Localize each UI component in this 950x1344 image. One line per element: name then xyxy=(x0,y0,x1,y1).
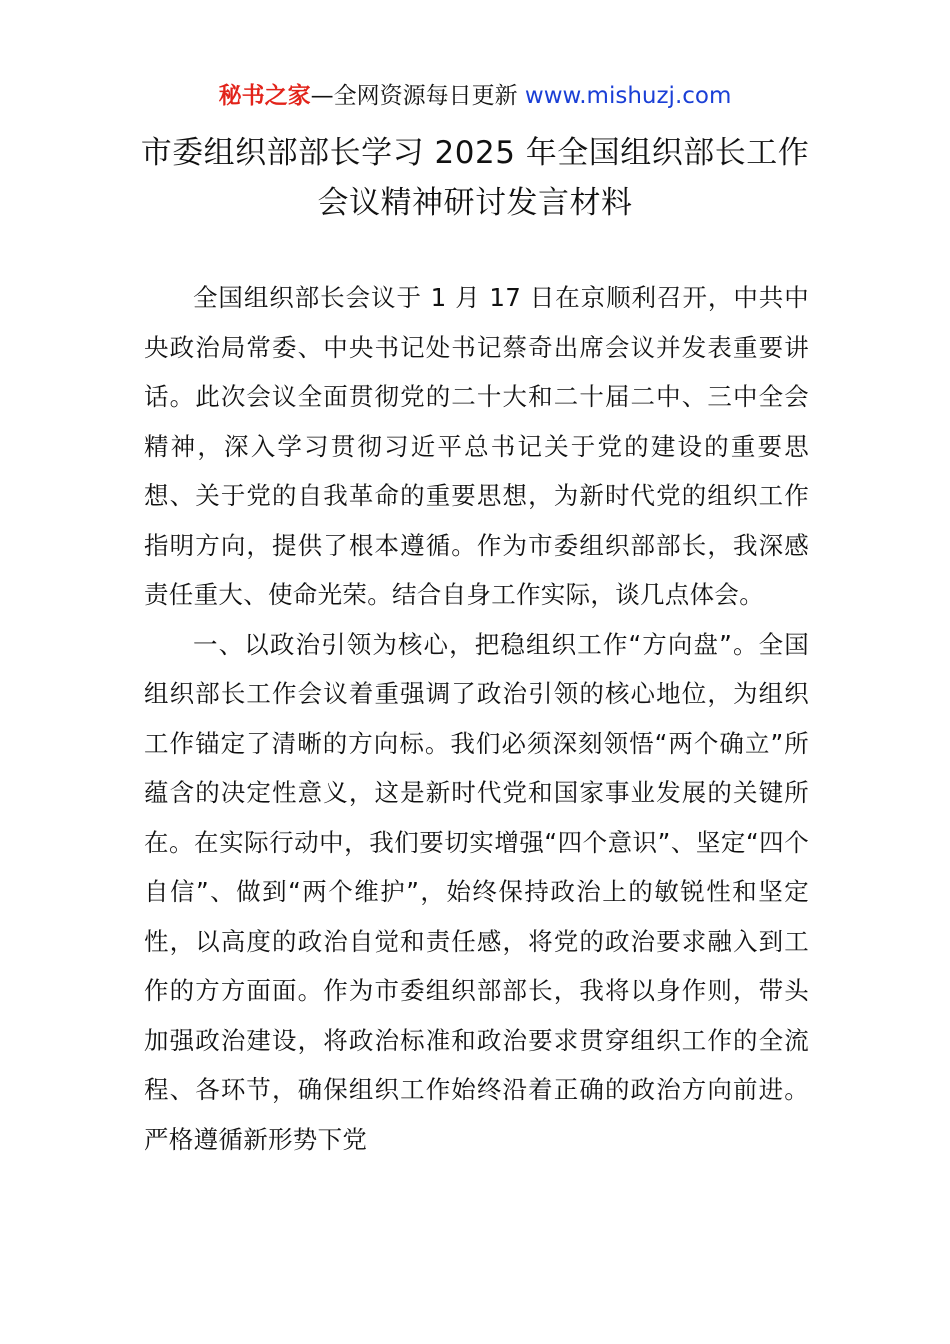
document-title xyxy=(120,128,830,228)
paragraph-intro: 全国组织部长会议于 1 月 17 日在京顺利召开，中共中央政治局常委、中央书记处书记蔡奇出席会议并发表重要讲话。此次会议全面贯彻党的二十大和二十届二中、三中全会精神，深入学习贯彻习近平总书记关于党的建设的重要思想、关于党的自我革命的重要思想，为新时代党的组织工作指明方向，提供了根本遵循。作为市委组织部部长，我深感责任重大、使命光荣。结合自身工作实际，谈几点体会。 xyxy=(144,283,809,609)
brand-name: 秘书之家 xyxy=(218,83,311,109)
site-url-link[interactable]: www.mishuzj.com xyxy=(524,83,732,109)
site-header xyxy=(0,80,950,112)
document-body xyxy=(144,273,809,1164)
header-tagline: —全网资源每日更新 xyxy=(310,83,525,109)
paragraph-section-one: 一、以政治引领为核心，把稳组织工作“方向盘”。全国组织部长工作会议着重强调了政治引领的核心地位，为组织工作锚定了清晰的方向标。我们必须深刻领悟“两个确立”所蕴含的决定性意义，这是新时代党和国家事业发展的关键所在。在实际行动中，我们要切实增强“四个意识”、坚定“四个自信”、做到“两个维护”，始终保持政治上的敏锐性和坚定性，以高度的政治自觉和责任感，将党的政治要求融入到工作的方方面面。作为市委组织部部长，我将以身作则，带头加强政治建设，将政治标准和政治要求贯穿组织工作的全流程、各环节，确保组织工作始终沿着正确的政治方向前进。严格遵循新形势下党 xyxy=(144,629,809,1154)
document-title-line-2: 会议精神研讨发言材料 xyxy=(317,185,633,221)
document-title-line-1: 市委组织部部长学习 2025 年全国组织部长工作 xyxy=(140,135,810,171)
